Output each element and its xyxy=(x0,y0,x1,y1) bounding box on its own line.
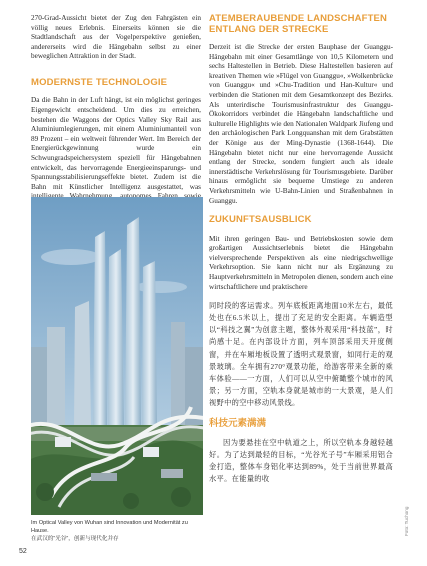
chinese-paragraph-1: 同时段的客运需求。列车底板距离地面10米左右，最低处也在6.5米以上，提出了充足的安全距离。车辆造型以“科技之翼”为创意主题，整体外观采用“科技蓝”，时尚感十足。在内部设计方面，列车顶部采用天开度侧窗，并在车厢地板设置了透明式观景窗，如同行走的观景玻璃。全车拥有270°观景功能，给游客带来全新的乘车体验——一方面，人们可以从空中俯瞰整个城市的风景；另一方面，空轨本身就是城市的一大景观，是人们视野中的空中移动风景线。 xyxy=(209,302,393,407)
chinese-paragraph-2: 因为要悬挂在空中轨道之上，所以空轨本身越轻越好。为了达到最轻的目标，“光谷光子号”车厢采用铝合金打造，整体车身铝化率达到89%，处于当前世界最高水平。在能量的收 xyxy=(209,439,393,484)
caption-german: Im Optical Valley von Wuhan sind Innovation und Modernität zu Hause. xyxy=(31,520,188,534)
skyline-illustration xyxy=(31,197,203,515)
caption-chinese: 在武汉的“光谷”，创新与现代化并存 xyxy=(31,536,119,542)
photo-caption xyxy=(31,519,203,543)
technology-paragraph: Da die Bahn in der Luft hängt, ist ein möglichst geringes Eigengewicht entscheidend. Um dies zu erreichen, bestehen die Waggons der Optics Valley Sky Rail aus Aluminiumlegierungen, mit einem Aluminiumanteil von 89 Prozent – ein weltweit führender Wert. Im Bereich der Energierückgewinnung wurde ein Schwungradspeichersystem speziell für Hängebahnen entwickelt, das hervorragende Energieeinsparungs- und Spannungsstabilisierungseffekte bietet. Zudem ist die Bahn mit Künstlicher Intelligenz ausgestattet, was xyxy=(31,96,201,191)
right-column xyxy=(209,14,393,485)
page-number: 52 xyxy=(19,548,27,555)
landscapes-paragraph: Derzeit ist die Strecke der ersten Bauphase der Guanggu-Hängebahn mit einer Gesamtlänge von 10,5 Kilometern und sechs Haltestellen in Betrieb. Diese Haltestellen basieren auf kreativen Themen wie »Flügel von Guanggu«, »Wolkenbrücke von Guanggu« und »Chu-Tradition und Han-Kultur« und verbinden die Stationen mit dem Gesamtkonzept des Bezirks. Als unterirdische Tourismusinfrastruktur des Guanggu-Ökokorridors verbindet die Hängebahn landschaftliche und kulturelle Highlights wie den Nationalen Waldpark Jiufeng und den archäologischen Park Longquanshan mit dem Grabstätten der Könige aus der Ming-Dynastie (1368-1644). Die Hängebahn bietet nicht nur eine hervorragende Aussicht entlang der Strecke, sondern fungiert auch als ideale innerstädtische Verkehrslösung für Tourismusgebiete. Darüber hinaus ermöglicht sie bequeme Umstiege zu anderen Verkehrsmitteln wie U-Bahn-Linien und Straßenbahnen in Guanggu. xyxy=(209,43,393,205)
outlook-paragraph: Mit ihren geringen Bau- und Betriebskosten sowie dem großartigen Aussichtserlebnis bietet die Hängebahn vielversprechende Perspektiven als eine niedrigschwellige Verkehrsoption. Sie kann nicht nur als Ergänzung zu Hauptverkehrsmitteln in Metropolen dienen, sondern auch eine wirtschaftlichere und praktischere xyxy=(209,234,393,291)
section-heading-landscapes: ATEMBERAUBENDE LANDSCHAFTEN ENTLANG DER STRECKE xyxy=(209,13,388,35)
intro-paragraph: 270-Grad-Aussicht bietet der Zug den Fahrgästen ein völlig neues Erlebnis. Einerseits können sie die Stadtlandschaft aus der Vogelperspektive genießen, andererseits wird die Hängebahn selbst zu einer beweglichen Attraktion in der Stadt. xyxy=(31,14,201,61)
photo-credit: Foto: Tuchong xyxy=(404,506,409,536)
chinese-section-heading: 科技元素满满 xyxy=(209,418,267,429)
section-heading-outlook: ZUKUNFTSAUSBLICK xyxy=(209,214,312,226)
city-photo xyxy=(31,197,203,515)
section-heading-technology: MODERNSTE TECHNOLOGIE xyxy=(31,76,168,88)
